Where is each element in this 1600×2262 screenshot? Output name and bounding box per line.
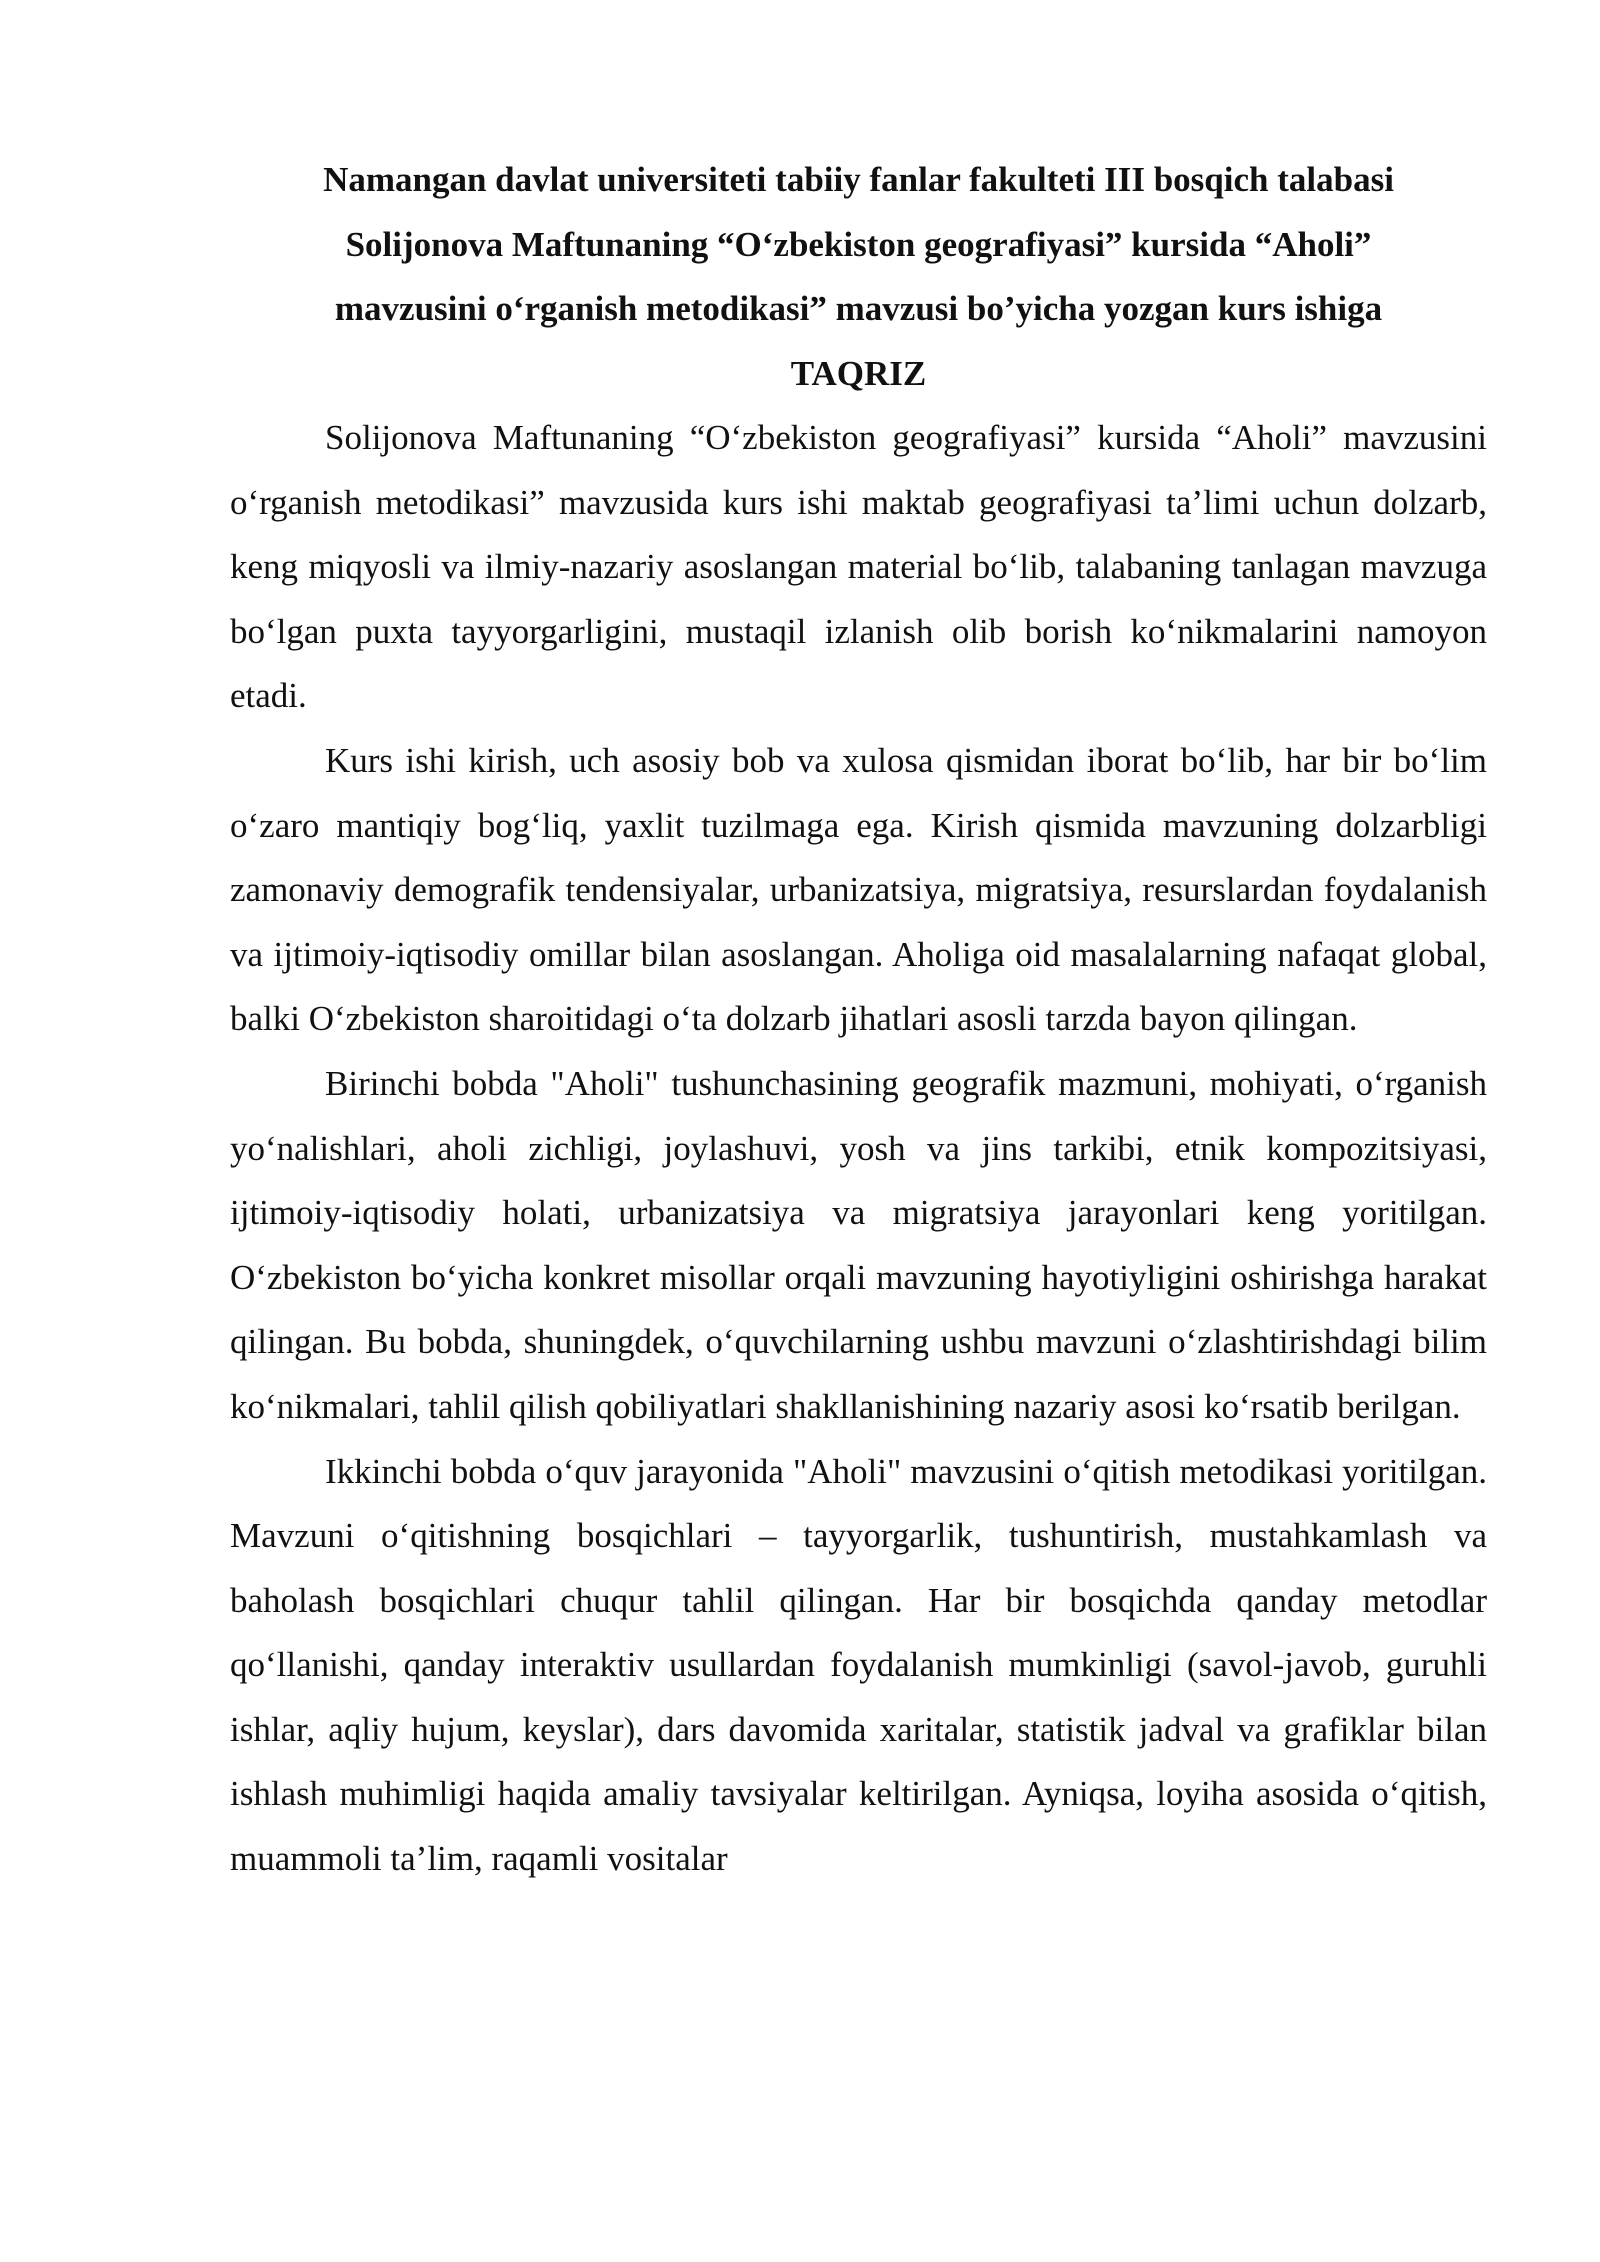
heading-line-2: Solijonova Maftunaning “Oʻzbekiston geografiyasi” kursida “Aholi” xyxy=(345,224,1372,264)
heading-line-1: Namangan davlat universiteti tabiiy fanlar fakulteti III bosqich talabasi xyxy=(323,160,1394,199)
heading-title-taqriz: TAQRIZ xyxy=(790,353,927,393)
paragraph-chapter-two: Ikkinchi bobda oʻquv jarayonida "Aholi" mavzusini oʻqitish metodikasi yoritilgan. Mavzuni oʻqitishning bosqichlari – tayyorgarlik, tushuntirish, mustahkamlash va baholash bosqichlari chuqur tahlil qilingan. Har bir bosqichda qanday metodlar qoʻllanishi, qanday interaktiv usullardan foydalanish mumkinligi (savol-javob, guruhli ishlar, aqliy hujum, keyslar), dars davomida xaritalar, statistik jadval va grafiklar bilan ishlash muhimligi haqida amaliy tavsiyalar keltirilgan. Ayniqsa, loyiha asosida oʻqitish, muammoli ta’lim, raqamli vositalar xyxy=(230,1451,1487,1879)
document-body xyxy=(230,406,1487,1892)
paragraph-intro: Solijonova Maftunaning “Oʻzbekiston geografiyasi” kursida “Aholi” mavzusini oʻrganish metodikasi” mavzusida kurs ishi maktab geografiyasi ta’limi uchun dolzarb, keng miqyosli va ilmiy-nazariy asoslangan material boʻlib, talabaning tanlagan mavzuga boʻlgan puxta tayyorgarligini, mustaqil izlanish olib borish koʻnikmalarini namoyon etadi. xyxy=(230,418,1487,716)
document-heading xyxy=(230,148,1487,406)
heading-line-3: mavzusini oʻrganish metodikasi” mavzusi bo’yicha yozgan kurs ishiga xyxy=(334,289,1383,328)
paragraph-structure: Kurs ishi kirish, uch asosiy bob va xulosa qismidan iborat boʻlib, har bir boʻlim oʻzaro mantiqiy bogʻliq, yaxlit tuzilmaga ega. Kirish qismida mavzuning dolzarbligi zamonaviy demografik tendensiyalar, urbanizatsiya, migratsiya, resurslardan foydalanish va ijtimoiy-iqtisodiy omillar bilan asoslangan. Aholiga oid masalalarning nafaqat global, balki Oʻzbekiston sharoitidagi oʻta dolzarb jihatlari asosli tarzda bayon qilingan. xyxy=(230,740,1487,1039)
document-page xyxy=(230,148,1487,1892)
paragraph-chapter-one: Birinchi bobda "Aholi" tushunchasining geografik mazmuni, mohiyati, oʻrganish yoʻnalishlari, aholi zichligi, joylashuvi, yosh va jins tarkibi, etnik kompozitsiyasi, ijtimoiy-iqtisodiy holati, urbanizatsiya va migratsiya jarayonlari keng yoritilgan. Oʻzbekiston boʻyicha konkret misollar orqali mavzuning hayotiyligini oshirishga harakat qilingan. Bu bobda, shuningdek, oʻquvchilarning ushbu mavzuni oʻzlashtirishdagi bilim koʻnikmalari, tahlil qilish qobiliyatlari shakllanishining nazariy asosi koʻrsatib berilgan. xyxy=(230,1063,1487,1426)
